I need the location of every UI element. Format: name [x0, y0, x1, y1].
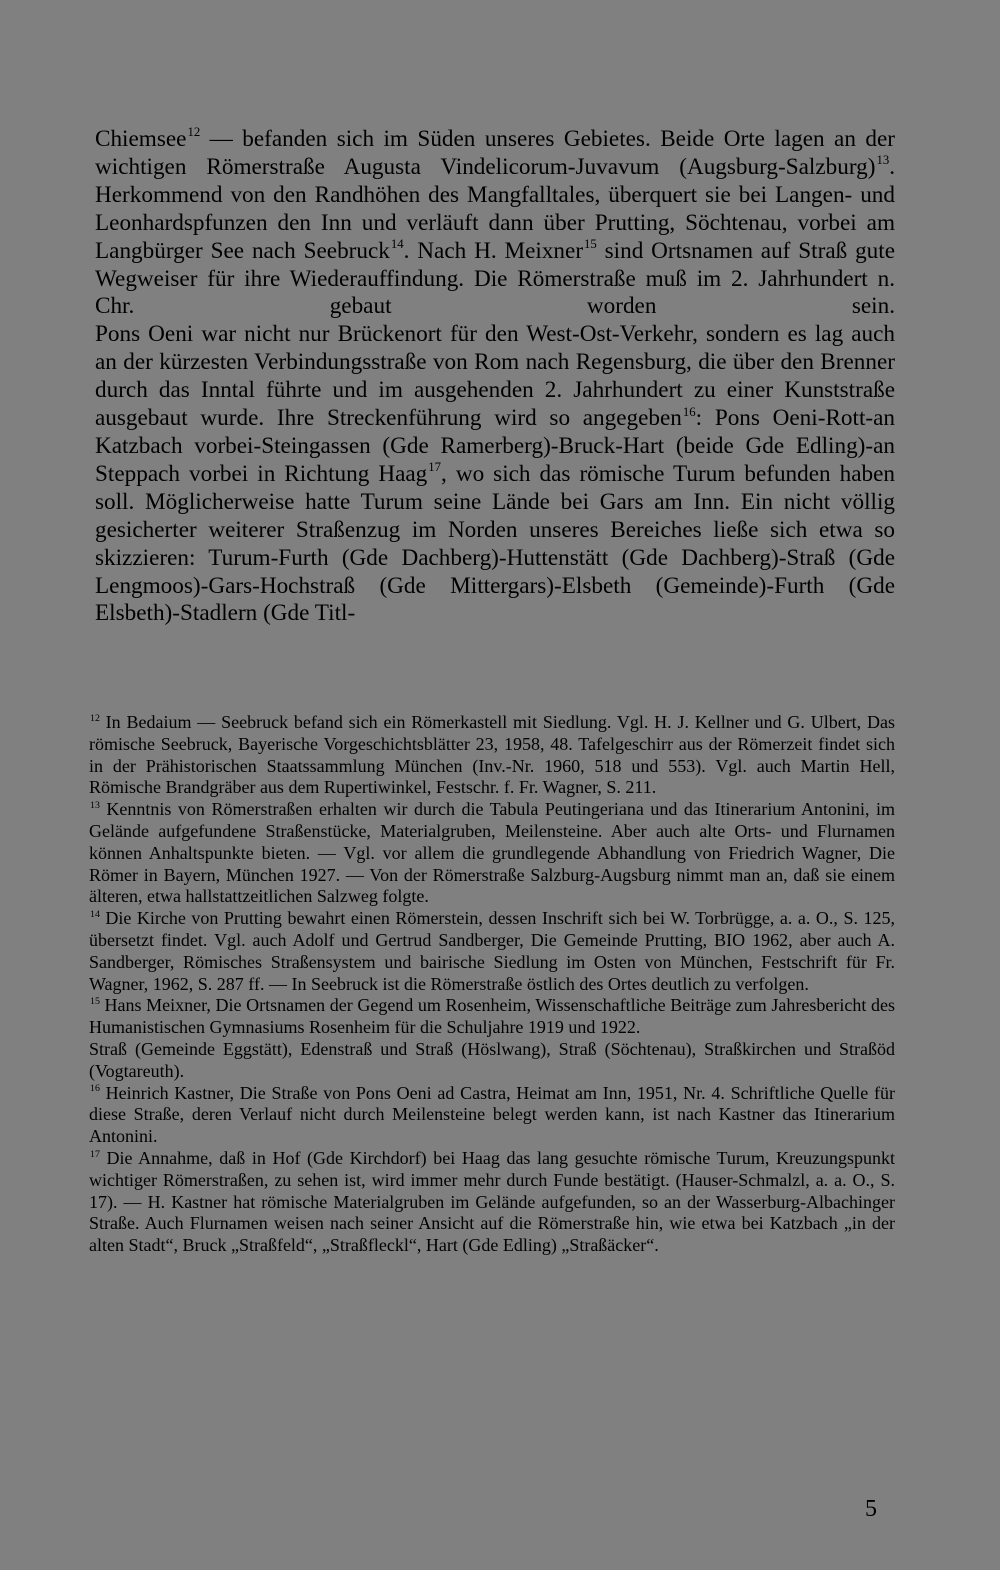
footnote-number: 15	[90, 995, 100, 1007]
footnote-text: In Bedaium — Seebruck befand sich ein Römerkastell mit Siedlung. Vgl. H. J. Kellner und G. Ulbert, Das römische Seebruck, Bayerische Vorgeschichtsblätter 23, 1958, 48. Tafelgeschirr aus der Römerzeit findet sich in der Prähistorischen Staatssammlung München (Inv.-Nr. 1960, 518 und 553). Vgl. auch Martin Hell, Römische Brandgräber aus dem Rupertiwinkel, Festschr. f. Fr. Wagner, S. 211.	[89, 712, 895, 798]
footnote-number: 16	[90, 1083, 100, 1095]
footnote-text: Hans Meixner, Die Ortsnamen der Gegend um Rosenheim, Wissenschaftliche Beiträge zum Jahresbericht des Humanistischen Gymnasiums Rosenheim für die Schuljahre 1919 und 1922.	[89, 995, 895, 1038]
footnote	[89, 995, 895, 1039]
text-run: Pons Oeni war nicht nur Brückenort für den West-Ost-Verkehr, sondern es lag auch an der kürzesten Verbindungsstraße von Rom nach Regensburg, die über den Brenner durch das Inntal führte und im ausgehenden 2. Jahrhundert zu einer Kunststraße ausgebaut wurde. Ihre Streckenführung wird so angegeben	[95, 321, 895, 432]
footnote-ref: 16	[682, 404, 696, 419]
text-run: : Pons Oeni-Rott-an Katzbach vorbei-Steingassen (Gde Ramerberg)-Bruck-Hart (beide Gde Edling)-an Steppach vorbei in Richtung Haag	[95, 405, 895, 487]
text-run: sind Ortsnamen auf Straß gute Wegweiser für ihre Wiederauffindung. Die Römerstraße muß im 2. Jahrhundert n. Chr. gebaut worden sein.	[95, 237, 895, 320]
text-run: . Herkommend von den Randhöhen des Mangfalltales, überquert sie bei Langen- und Leonhardspfunzen den Inn und verläuft dann über Prutting, Söchtenau, vorbei am Langbürger See nach Seebruck	[95, 153, 895, 264]
footnote-continuation	[89, 1039, 895, 1083]
footnote-number: 17	[90, 1148, 100, 1160]
text-run: — befanden sich im Süden unseres Gebietes. Beide Orte lagen an der wichtigen Römerstraße Augusta Vindelicorum-Juvavum (Augsburg-Salzburg)	[95, 126, 895, 180]
footnote-number: 14	[90, 908, 100, 920]
page-number: 5	[865, 1496, 877, 1522]
text-run: . Nach H. Meixner	[403, 237, 584, 264]
footnote	[89, 712, 895, 799]
footnote	[89, 1083, 895, 1148]
body-paragraph	[95, 321, 895, 628]
footnote-text: Heinrich Kastner, Die Straße von Pons Oeni ad Castra, Heimat am Inn, 1951, Nr. 4. Schriftliche Quelle für diese Straße, deren Verlauf nicht durch Meilensteine belegt werden kann, ist nach Kastner das Itinerarium Antonini.	[89, 1082, 895, 1147]
body-paragraph	[95, 126, 895, 321]
footnote-ref: 15	[584, 237, 597, 252]
text-run: Chiemsee	[95, 126, 187, 152]
footnote-number: 13	[90, 799, 100, 811]
main-text	[95, 126, 895, 628]
footnote-ref: 14	[390, 237, 404, 252]
footnote-ref: 17	[428, 460, 442, 475]
footnote-text: Die Kirche von Prutting bewahrt einen Römerstein, dessen Inschrift sich bei W. Torbrügge, a. a. O., S. 125, übersetzt findet. Vgl. auch Adolf und Gertrud Sandberger, Die Gemeinde Prutting, BIO 1962, aber auch A. Sandberger, Römisches Straßensystem und bairische Siedlung im Osten von München, Festschrift für Fr. Wagner, 1962, S. 287 ff. — In Seebruck ist die Römerstraße östlich des Ortes deutlich zu verfolgen.	[89, 908, 895, 994]
footnote-text: Straß (Gemeinde Eggstätt), Edenstraß und Straß (Höslwang), Straß (Söchtenau), Straßkirchen und Straßöd (Vogtareuth).	[89, 1038, 895, 1081]
footnote-ref: 13	[876, 153, 890, 168]
footnote	[89, 799, 895, 908]
footnote-ref: 12	[187, 125, 201, 140]
footnote-text: Die Annahme, daß in Hof (Gde Kirchdorf) bei Haag das lang gesuchte römische Turum, Kreuzungspunkt wichtiger Römerstraßen, zu sehen ist, wird immer mehr durch Funde bestätigt. (Hauser-Schmalzl, a. a. O., S. 17). — H. Kastner hat römische Materialgruben im Gelände aufgefunden, so an der Wasserburg-Albachinger Straße. Auch Flurnamen weisen nach seiner Ansicht auf die Römerstraße hin, wie etwa bei Katzbach „in der alten Stadt“, Bruck „Straßfeld“, „Straßfleckl“, Hart (Gde Edling) „Straßäcker“.	[89, 1147, 895, 1256]
footnote-number: 12	[90, 712, 100, 724]
footnotes	[89, 712, 895, 1257]
footnote-text: Kenntnis von Römerstraßen erhalten wir durch die Tabula Peutingeriana und das Itinerarium Antonini, im Gelände aufgefundene Straßenstücke, Materialgruben, Meilensteine. Aber auch alte Orts- und Flurnamen können Anhaltspunkte bieten. — Vgl. vor allem die grundlegende Abhandlung von Friedrich Wagner, Die Römer in Bayern, München 1927. — Von der Römerstraße Salzburg-Augsburg nimmt man an, daß sie einem älteren, etwa hallstattzeitlichen Salzweg folgte.	[89, 799, 895, 907]
footnote	[89, 908, 895, 995]
text-run: , wo sich das römische Turum befunden haben soll. Möglicherweise hatte Turum seine Lände bei Gars am Inn. Ein nicht völlig gesicherter weiterer Straßenzug im Norden unseres Bereiches ließe sich etwa so skizzieren: Turum-Furth (Gde Dachberg)-Huttenstätt (Gde Dachberg)-Straß (Gde Lengmoos)-Gars-Hochstraß (Gde Mittergars)-Elsbeth (Gemeinde)-Furth (Gde Elsbeth)-Stadlern (Gde Titl-	[95, 460, 895, 627]
footnote	[89, 1148, 895, 1257]
